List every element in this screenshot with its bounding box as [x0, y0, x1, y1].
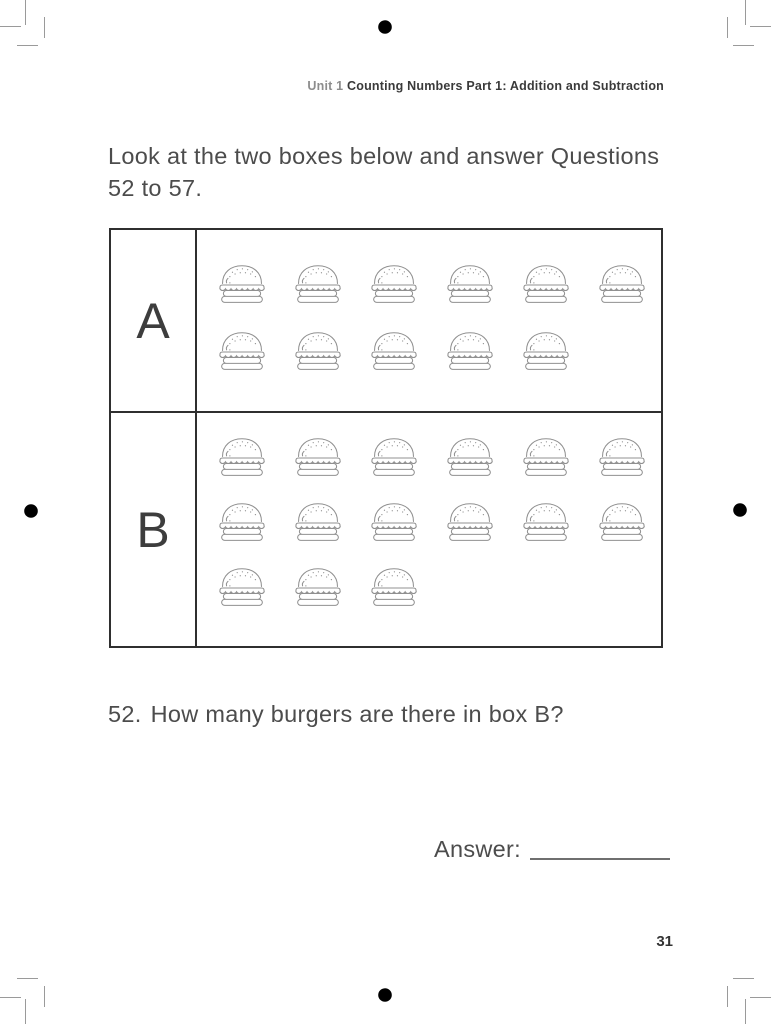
question-52 — [108, 701, 564, 728]
crop-mark — [0, 26, 21, 27]
instruction-line-2: 52 to 57. — [108, 175, 203, 201]
crop-mark — [750, 26, 771, 27]
crop-mark — [25, 0, 26, 25]
instruction-text — [108, 140, 659, 204]
burger-icon — [596, 258, 648, 303]
question-text: How many burgers are there in box B? — [150, 701, 564, 727]
crop-mark — [745, 999, 746, 1024]
crop-mark — [17, 45, 38, 46]
burger-icon — [368, 258, 420, 303]
registration-mark-icon — [373, 15, 397, 39]
burger-icon — [368, 561, 420, 606]
crop-mark — [733, 45, 754, 46]
table-row-box-a — [111, 230, 661, 411]
crop-mark — [733, 978, 754, 979]
registration-mark-icon — [19, 499, 43, 523]
registration-mark-icon — [728, 498, 752, 522]
burger-icon — [596, 431, 648, 476]
crop-mark — [17, 978, 38, 979]
burger-icon — [292, 496, 344, 541]
burger-icon — [216, 561, 268, 606]
burger-icon — [368, 496, 420, 541]
burger-icon — [596, 496, 648, 541]
registration-mark-icon — [373, 983, 397, 1007]
burger-icon — [216, 431, 268, 476]
unit-label: Unit 1 — [307, 79, 344, 93]
burger-icon — [444, 431, 496, 476]
burger-icon — [520, 496, 572, 541]
question-table — [109, 228, 663, 648]
burger-icon — [292, 561, 344, 606]
crop-mark — [745, 0, 746, 25]
burger-icon — [520, 325, 572, 370]
burger-row — [216, 561, 661, 606]
answer-label: Answer: — [434, 836, 521, 862]
burger-icon — [520, 431, 572, 476]
page-header — [307, 79, 664, 93]
burger-icon — [216, 258, 268, 303]
question-number: 52. — [108, 701, 142, 727]
burger-icon — [216, 496, 268, 541]
crop-mark — [727, 17, 728, 38]
burger-icon — [444, 325, 496, 370]
crop-mark — [750, 997, 771, 998]
box-b-burgers — [197, 413, 661, 646]
burger-icon — [368, 325, 420, 370]
burger-icon — [292, 325, 344, 370]
burger-icon — [444, 496, 496, 541]
burger-icon — [444, 258, 496, 303]
crop-mark — [0, 997, 21, 998]
instruction-line-1: Look at the two boxes below and answer Questions — [108, 143, 660, 169]
box-a-burgers — [197, 230, 661, 411]
burger-icon — [292, 258, 344, 303]
burger-row — [216, 325, 661, 370]
crop-mark — [727, 986, 728, 1007]
burger-icon — [216, 325, 268, 370]
box-a-label: A — [111, 230, 197, 411]
burger-icon — [520, 258, 572, 303]
answer-row — [434, 834, 670, 863]
table-row-box-b — [111, 411, 661, 646]
burger-icon — [292, 431, 344, 476]
chapter-title: Counting Numbers Part 1: Addition and Subtraction — [347, 79, 664, 93]
crop-mark — [44, 986, 45, 1007]
burger-row — [216, 258, 661, 303]
box-b-label: B — [111, 413, 197, 646]
crop-mark — [25, 999, 26, 1024]
crop-mark — [44, 17, 45, 38]
answer-blank[interactable] — [530, 834, 670, 860]
burger-icon — [368, 431, 420, 476]
burger-row — [216, 496, 661, 541]
burger-row — [216, 431, 661, 476]
page-number: 31 — [656, 933, 673, 950]
